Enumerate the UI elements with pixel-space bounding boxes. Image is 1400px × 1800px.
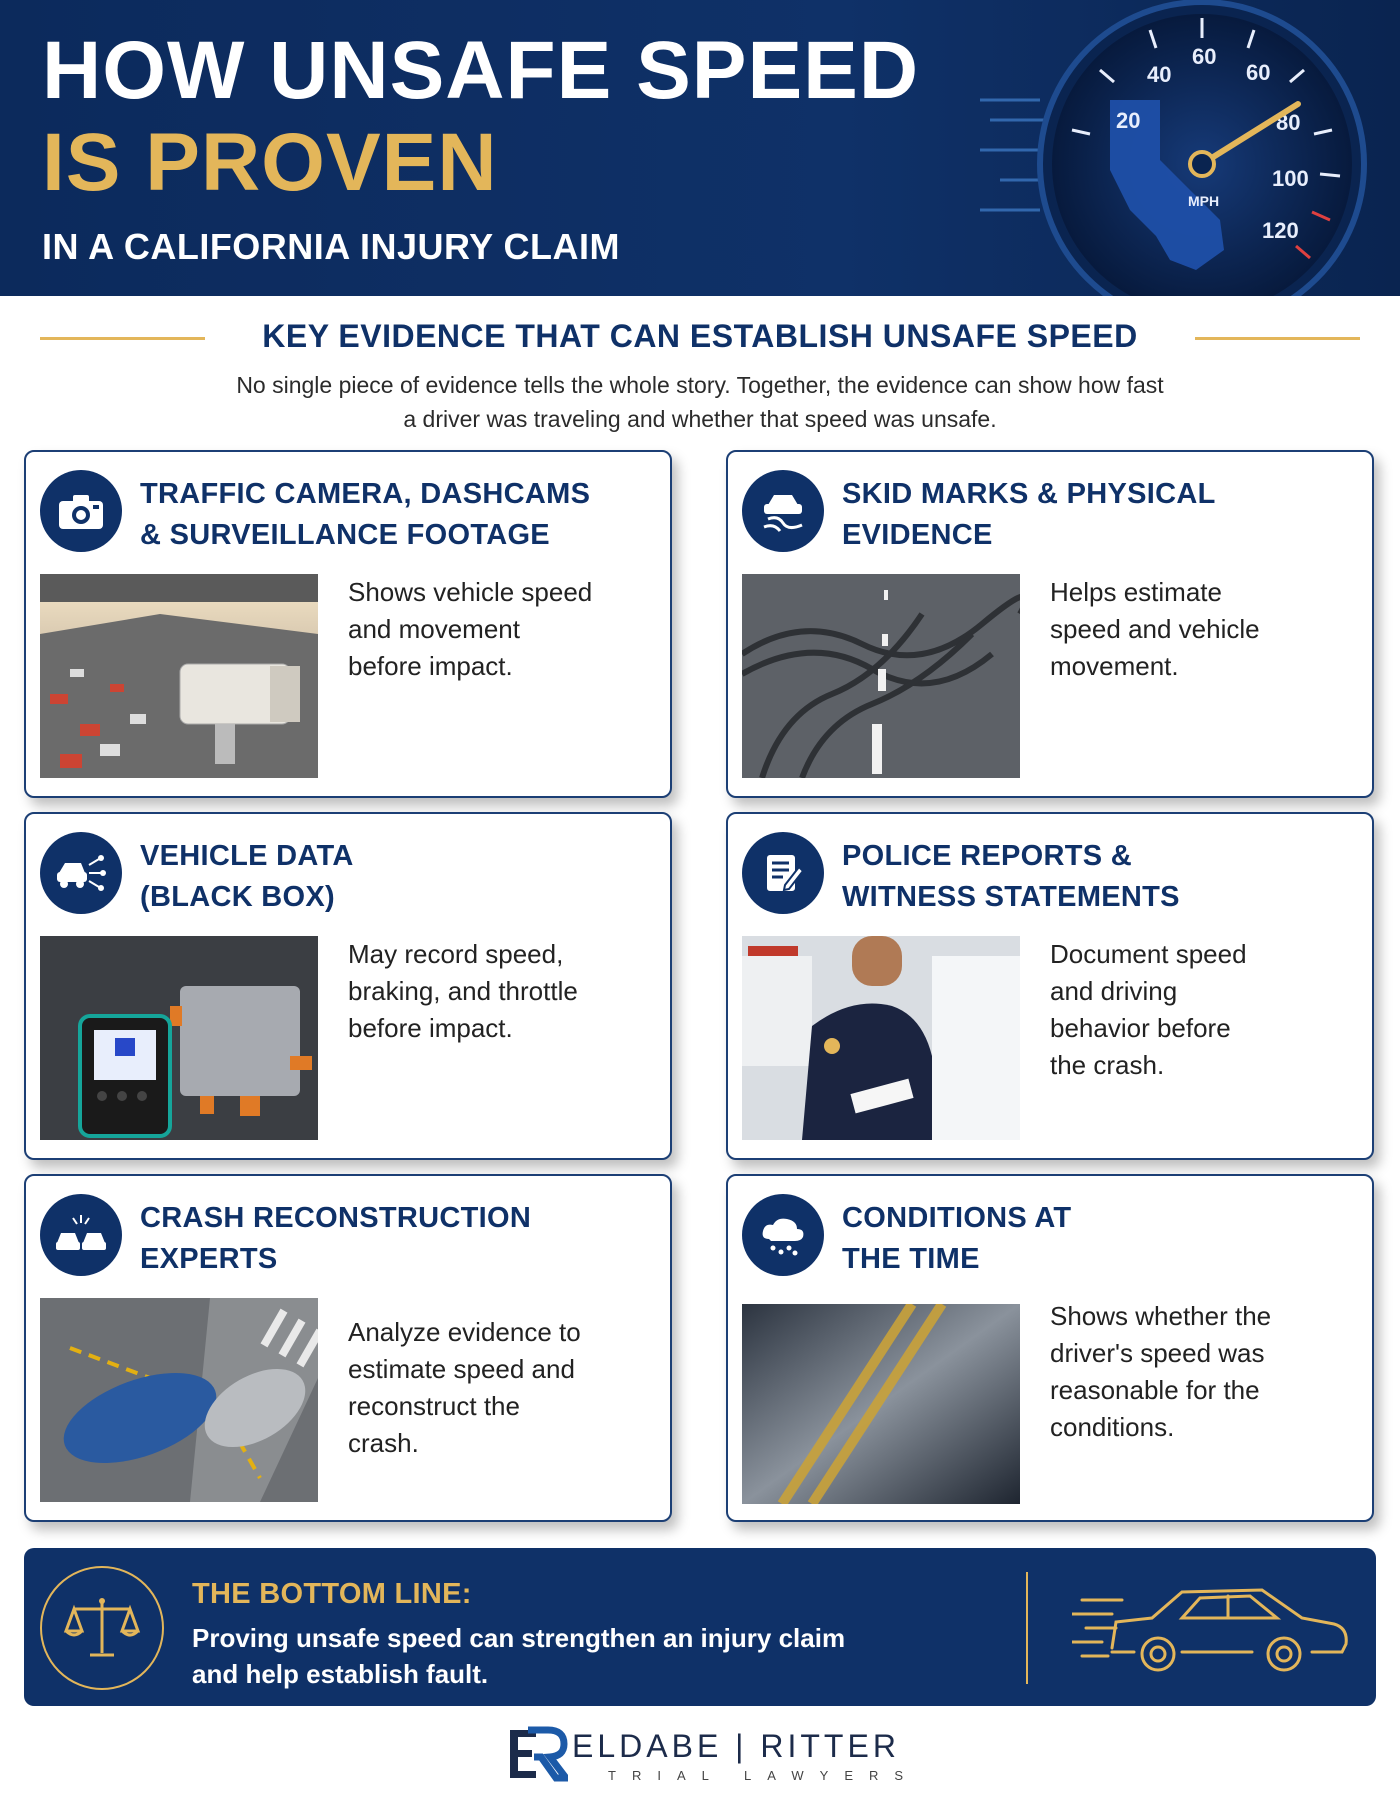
speed-label-120: 120 [1262,218,1299,243]
section-header [40,312,1360,362]
title-line-1: HOW UNSAFE SPEED [42,25,920,116]
desc-line: driver's speed was [1050,1338,1265,1368]
speed-label-40: 40 [1147,62,1172,87]
card-vehicle-data [24,812,672,1160]
speed-label-20: 20 [1116,108,1141,133]
desc-line: crash. [348,1428,419,1458]
desc-line: estimate speed and [348,1354,575,1384]
desc-line: speed and vehicle [1050,614,1260,644]
section-title: KEY EVIDENCE THAT CAN ESTABLISH UNSAFE SPEED [262,318,1138,354]
speed-label-60b: 60 [1246,60,1271,85]
card-title-line-1: CRASH RECONSTRUCTION [140,1202,532,1234]
intro-line-1: No single piece of evidence tells the whole story. Together, the evidence can show how fast [236,372,1164,398]
card-title-line-2: (BLACK BOX) [140,881,336,913]
card-title [140,474,660,556]
desc-line: behavior before [1050,1013,1231,1043]
car-collision-icon [40,1194,122,1276]
scales-of-justice-icon [40,1566,164,1690]
card-title-line-2: THE TIME [842,1243,980,1275]
logo-tagline: TRIAL LAWYERS [608,1768,920,1783]
card-title [842,836,1362,918]
card-description [1050,936,1360,1084]
bottom-line-text-2: and help establish fault. [192,1659,489,1689]
card-title [842,1198,1362,1280]
er-monogram-icon [508,1726,568,1782]
desc-line: May record speed, [348,939,564,969]
card-title [842,474,1362,556]
card-title-line-2: EVIDENCE [842,519,993,551]
desc-line: Helps estimate [1050,577,1222,607]
speeding-car-icon [1072,1578,1352,1678]
card-skid-marks [726,450,1374,798]
crash-scene-photo [40,1298,318,1502]
rain-cloud-icon [742,1194,824,1276]
desc-line: and movement [348,614,520,644]
intro-text [120,368,1280,436]
card-police-reports [726,812,1374,1160]
logo-name: ELDABE | RITTER [572,1728,900,1764]
desc-line: the crash. [1050,1050,1165,1080]
intro-line-2: a driver was traveling and whether that speed was unsafe. [403,406,997,432]
card-title-line-2: EXPERTS [140,1243,278,1275]
desc-line: before impact. [348,651,513,681]
header-banner [0,0,1400,296]
card-conditions [726,1174,1374,1522]
bottom-line-banner [24,1548,1376,1706]
card-crash-reconstruction [24,1174,672,1522]
black-box-photo [40,936,318,1140]
divider-right [1195,337,1360,340]
report-icon [742,832,824,914]
card-description [1050,574,1360,685]
subtitle: IN A CALIFORNIA INJURY CLAIM [42,226,620,267]
title-line-2: IS PROVEN [42,117,498,208]
card-title-line-1: VEHICLE DATA [140,840,354,872]
card-traffic-camera [24,450,672,798]
camera-icon [40,470,122,552]
card-title-line-1: SKID MARKS & PHYSICAL [842,478,1216,510]
traffic-camera-photo [40,574,318,778]
desc-line: before impact. [348,1013,513,1043]
card-title-line-1: TRAFFIC CAMERA, DASHCAMS [140,478,591,510]
firm-logo [508,1726,920,1786]
speed-label-60a: 60 [1192,44,1217,69]
vertical-divider [1026,1572,1028,1684]
skid-car-icon [742,470,824,552]
skid-marks-photo [742,574,1020,778]
bottom-line-text [192,1620,932,1692]
card-description [348,936,658,1047]
card-title-line-2: WITNESS STATEMENTS [842,881,1180,913]
wet-road-photo [742,1304,1020,1504]
card-description [348,1314,658,1462]
bottom-line-title: THE BOTTOM LINE: [192,1578,472,1610]
card-title-line-1: POLICE REPORTS & [842,840,1132,872]
speed-label-80: 80 [1276,110,1301,135]
desc-line: braking, and throttle [348,976,578,1006]
card-description [1050,1298,1360,1446]
speedometer-icon [980,0,1400,296]
desc-line: Shows whether the [1050,1301,1272,1331]
speed-unit: MPH [1188,193,1220,209]
desc-line: reconstruct the [348,1391,520,1421]
card-title-line-2: & SURVEILLANCE FOOTAGE [140,519,550,551]
connected-car-icon [40,832,122,914]
desc-line: Analyze evidence to [348,1317,581,1347]
desc-line: and driving [1050,976,1178,1006]
card-description [348,574,658,685]
card-title [140,836,660,918]
card-title [140,1198,660,1280]
bottom-line-text-1: Proving unsafe speed can strengthen an injury claim [192,1623,846,1653]
card-title-line-1: CONDITIONS AT [842,1202,1072,1234]
desc-line: reasonable for the [1050,1375,1260,1405]
desc-line: movement. [1050,651,1179,681]
desc-line: Document speed [1050,939,1247,969]
desc-line: conditions. [1050,1412,1175,1442]
police-officer-photo [742,936,1020,1140]
speed-label-100: 100 [1272,166,1309,191]
desc-line: Shows vehicle speed [348,577,593,607]
